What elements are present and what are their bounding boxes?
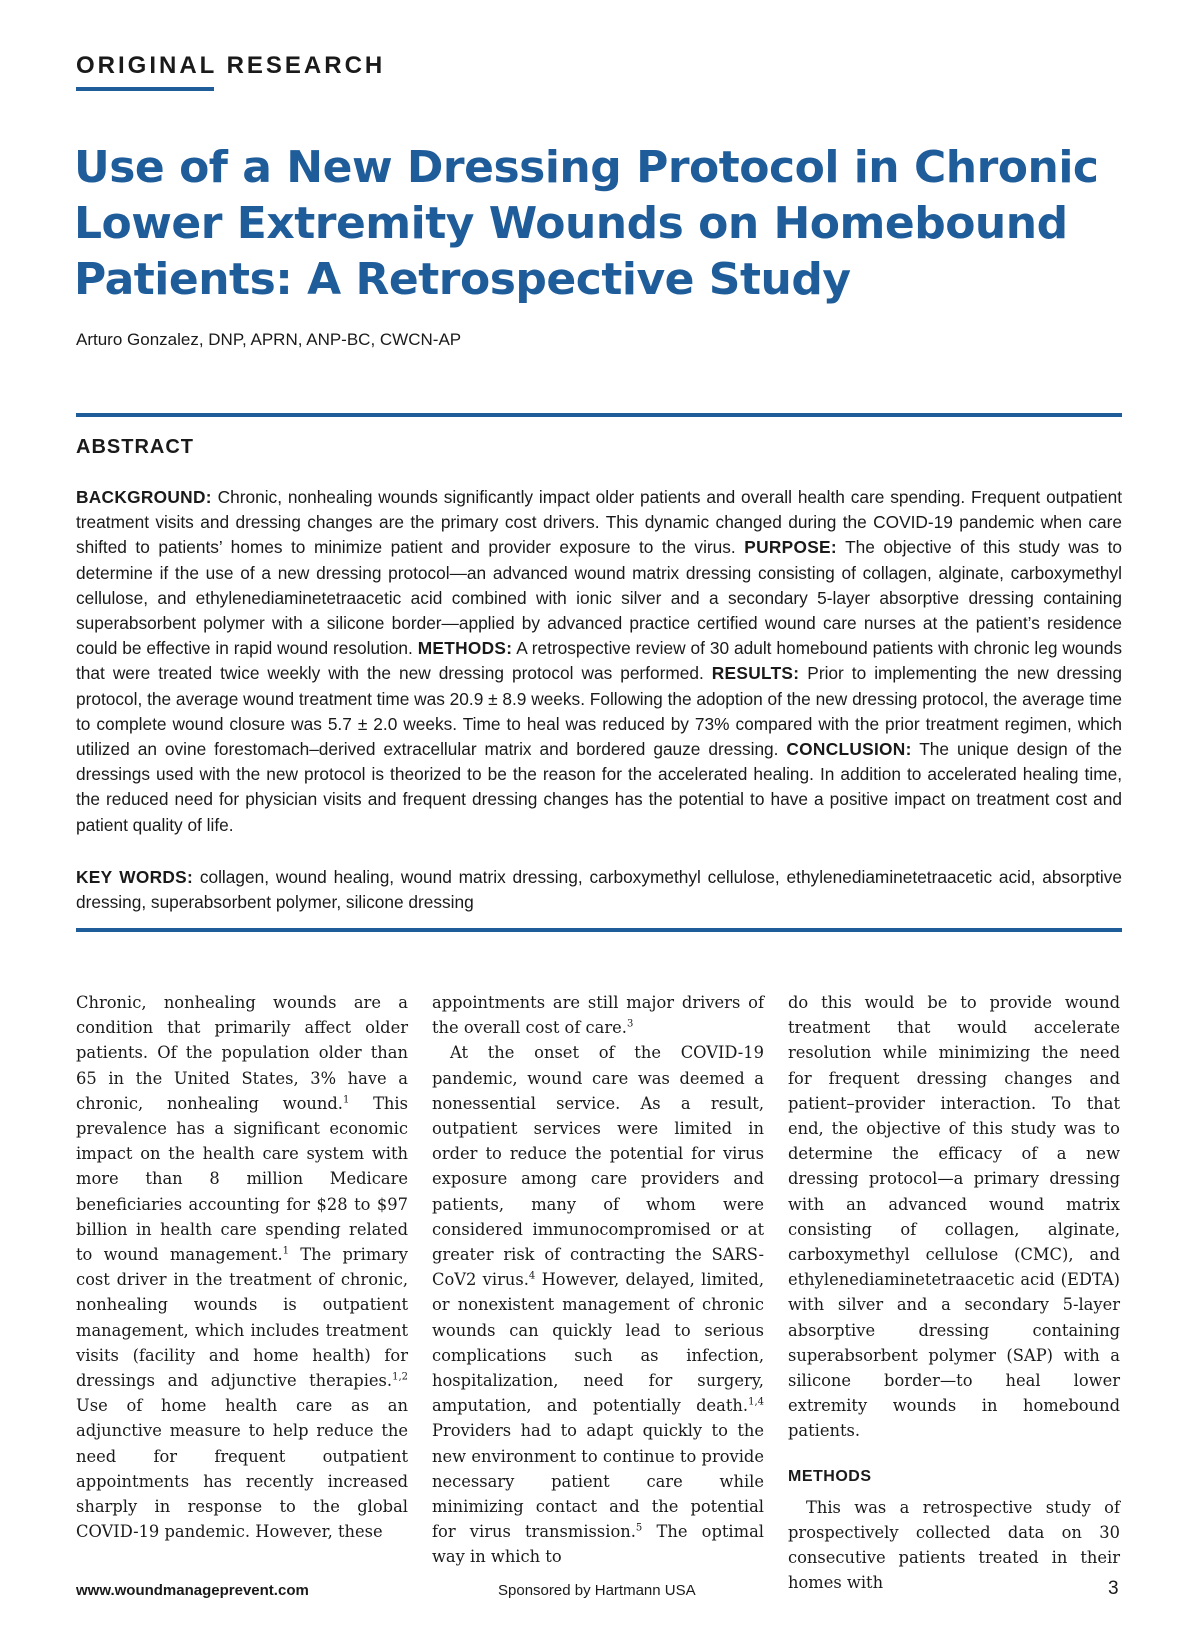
results-text: Prior to implementing the new dressing protocol, the average wound treatment time was 20.9 ± 8.9 weeks. Following the adoption of the new dressing protocol, the average time to complete wound closure was 5.7 ± 2.0 weeks. Time to heal was reduced by 73% compared with the prior treatment regimen, which utilized an ovine forestomach–derived extracellular matrix and bordered gauze dressing.	[76, 663, 1123, 760]
conclusion-text: The unique design of the dressings used with the new protocol is theorized to be the reason for the accelerated healing. In addition to accelerated healing time, the reduced need for physician visits and frequent dressing changes has the potential to have a positive impact on treatment cost and patient quality of life.	[76, 739, 1122, 835]
citation-ref: 1,4	[748, 1396, 764, 1408]
body-paragraph	[76, 990, 408, 1544]
citation-ref: 1	[282, 1245, 289, 1257]
methods-heading: METHODS	[788, 1467, 872, 1485]
abstract-top-rule	[76, 413, 1122, 417]
keywords-label: KEY WORDS:	[76, 867, 194, 887]
purpose-label: PURPOSE:	[744, 537, 837, 558]
keywords	[76, 865, 1122, 915]
body-paragraph	[432, 990, 764, 1040]
section-underline	[76, 87, 214, 91]
citation-ref: 1	[342, 1094, 350, 1106]
citation-ref: 3	[626, 1018, 634, 1030]
keywords-text: collagen, wound healing, wound matrix dressing, carboxymethyl cellulose, ethylenediaminetetraacetic acid, absorptive dressing, superabsorbent polymer, silicone dressing	[76, 867, 1122, 913]
footer-website-link[interactable]: www.woundmanageprevent.com	[76, 1582, 309, 1599]
body-text: Providers had to adapt quickly to the new environment to continue to provide necessary patient care while minimizing contact and the potential for virus transmission.	[432, 1421, 764, 1542]
body-text: This prevalence has a significant economic impact on the health care system with more than 8 million Medicare beneficiaries accounting for $28 to $97 billion in health care spending related to wound management.	[76, 1093, 408, 1265]
body-paragraph	[788, 1495, 1120, 1596]
body-paragraph	[788, 990, 1120, 1444]
abstract-heading: ABSTRACT	[76, 436, 194, 458]
page-number: 3	[1108, 1578, 1119, 1599]
abstract-bottom-rule	[76, 928, 1122, 932]
body-column-2	[432, 990, 764, 1570]
body-text: Use of home health care as an adjunctive measure to help reduce the need for frequent outpatient appointments has recently increased sharply in response to the global COVID-19 pandemic. However, these	[76, 1396, 408, 1542]
footer-sponsor: Sponsored by Hartmann USA	[498, 1582, 696, 1599]
body-text: This was a retrospective study of prospectively collected data on 30 consecutive patients treated in their homes with	[788, 1497, 1120, 1593]
abstract-text	[76, 485, 1122, 838]
background-label: BACKGROUND:	[76, 487, 212, 507]
article-title: Use of a New Dressing Protocol in Chronic Lower Extremity Wounds on Homebound Patients: A Retrospective Study	[74, 142, 1099, 305]
section-label: ORIGINAL RESEARCH	[76, 52, 386, 79]
body-text: However, delayed, limited, or nonexistent management of chronic wounds can quickly lead to serious complications such as infection, hospitalization, need for surgery, amputation, and potentially death.	[432, 1270, 764, 1416]
background-text: Chronic, nonhealing wounds significantly impact older patients and overall health care spending. Frequent outpatient treatment visits and dressing changes are the primary cost drivers. This dynamic changed during the COVID-19 pandemic when care shifted to patients’ homes to minimize patient and provider exposure to the virus.	[76, 487, 1122, 558]
body-text: do this would be to provide wound treatment that would accelerate resolution while minimizing the need for frequent dressing changes and patient–provider interaction. To that end, the objective of this study was to determine the efficacy of a new dressing protocol—a primary dressing with an advanced wound matrix consisting of collagen, alginate, carboxymethyl cellulose (CMC), and ethylenediaminetetraacetic acid (EDTA) with silver and a secondary 5-layer absorptive dressing containing superabsorbent polymer (SAP) with a silicone border—to heal lower extremity wounds in homebound patients.	[788, 993, 1120, 1441]
body-column-3	[788, 990, 1120, 1596]
results-label: RESULTS:	[711, 663, 800, 684]
conclusion-label: CONCLUSION:	[786, 739, 912, 760]
body-text: Chronic, nonhealing wounds are a condition that primarily affect older patients. Of the population older than 65 in the United States, 3% have a chronic, nonhealing wound.	[76, 993, 408, 1113]
citation-ref: 1,2	[392, 1371, 408, 1383]
body-paragraph	[432, 1040, 764, 1569]
body-text: The optimal way in which to	[432, 1522, 764, 1567]
purpose-text: The objective of this study was to determine if the use of a new dressing protocol—an advanced wound matrix dressing consisting of collagen, alginate, carboxymethyl cellulose, and ethylenediaminetetraacetic acid combined with ionic silver and a secondary 5-layer absorptive dressing containing superabsorbent polymer with a silicone border—applied by advanced practice certified wound care nurses at the patient’s residence could be effective in rapid wound resolution.	[76, 537, 1122, 659]
body-text: The primary cost driver in the treatment of chronic, nonhealing wounds is outpatient management, which includes treatment visits (facility and home health) for dressings and adjunctive therapies.	[76, 1245, 408, 1391]
citation-ref: 5	[635, 1522, 643, 1534]
methods-label: METHODS:	[417, 638, 513, 659]
citation-ref: 4	[528, 1270, 536, 1282]
methods-text: A retrospective review of 30 adult homebound patients with chronic leg wounds that were treated twice weekly with the new dressing protocol was performed.	[76, 638, 1122, 684]
body-column-1	[76, 990, 408, 1544]
author-line: Arturo Gonzalez, DNP, APRN, ANP-BC, CWCN-AP	[76, 330, 462, 349]
body-text: appointments are still major drivers of the overall cost of care.	[432, 993, 764, 1038]
body-text: At the onset of the COVID-19 pandemic, wound care was deemed a nonessential service. As a result, outpatient services were limited in order to reduce the potential for virus exposure among care providers and patients, many of whom were considered immunocompromised or at greater risk of contracting the SARS-CoV2 virus.	[432, 1043, 764, 1290]
